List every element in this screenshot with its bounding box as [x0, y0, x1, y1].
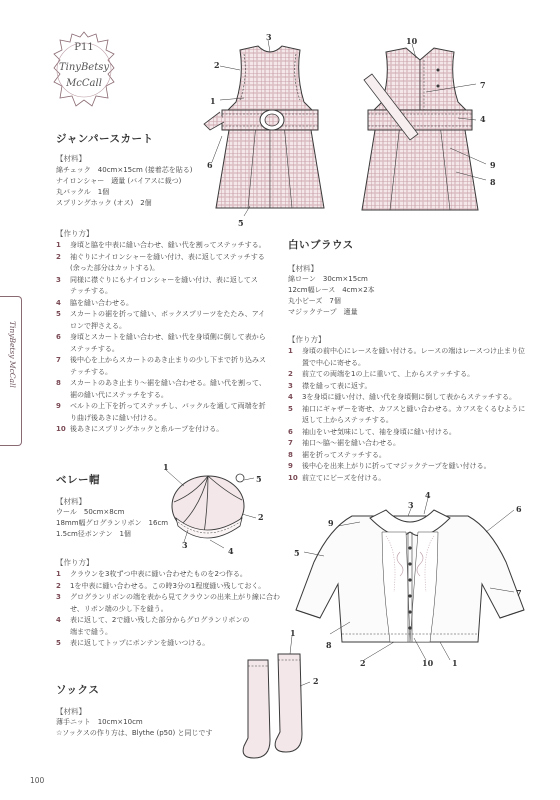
blouse-steps-label: 【作り方】	[288, 335, 326, 344]
material-line: 丸バックル 1個	[56, 188, 110, 196]
step-number: 2	[288, 370, 293, 378]
step-item	[288, 438, 528, 450]
blouse-callout-7: 7	[516, 588, 522, 598]
material-line: 薄手ニット 10cm×10cm	[56, 718, 143, 726]
blouse-callout-4: 4	[425, 490, 431, 500]
blouse-callout-5: 5	[294, 548, 300, 558]
material-line: 18mm幅グログランリボン 16cm	[56, 519, 169, 527]
side-tab	[0, 296, 22, 446]
step-item	[288, 461, 528, 473]
step-text-cont: ステッチする。	[70, 344, 119, 353]
jumper-callout-1: 1	[210, 96, 216, 106]
step-item	[56, 332, 276, 355]
step-text-cont: 端まで縫う。	[70, 627, 112, 636]
jumper-callout-3: 3	[266, 32, 272, 42]
step-text: 後あきにスプリングホックと糸ループを付ける。	[70, 425, 224, 433]
step-text: 前立ての両端を1の上に重いて、上からステッチする。	[302, 370, 475, 378]
jumper-back-callout-7: 7	[480, 80, 486, 90]
blouse-callout-1: 1	[452, 658, 458, 668]
socks-title: ソックス	[56, 684, 100, 696]
beret-steps-label: 【作り方】	[56, 558, 94, 567]
blouse-callout-6: 6	[516, 504, 522, 514]
material-line: 綿チェック 40cm×15cm (接着芯を貼る)	[56, 166, 193, 174]
blouse-steps	[288, 346, 528, 484]
step-number: 4	[56, 298, 61, 307]
page-code: P11	[74, 42, 94, 53]
step-text: 袖口〜脇〜裾を縫い合わせる。	[302, 439, 400, 447]
step-item	[288, 381, 528, 393]
material-line: 12cm幅レース 4cm×2本	[288, 286, 375, 294]
jumper-back-callout-10: 10	[406, 36, 418, 46]
jumper-back-callout-8: 8	[490, 177, 496, 187]
jumper-steps-label: 【作り方】	[56, 229, 94, 238]
step-number: 1	[56, 570, 61, 578]
beret-callout-2: 2	[258, 512, 264, 522]
step-text-cont: 裾の縫い代にステッチをする。	[70, 390, 168, 399]
step-text: クラウンを3枚ずつ中表に縫い合わせたものを2つ作る。	[70, 570, 247, 578]
step-number: 1	[288, 347, 293, 355]
step-item	[56, 592, 286, 615]
blouse-callout-10: 10	[422, 658, 434, 668]
step-number: 4	[288, 393, 293, 401]
step-text: スカートの裾を折って縫い、ボックスプリーツをたたみ、アイ	[70, 310, 266, 318]
step-number: 2	[56, 581, 61, 590]
step-text: 身頃の前中心にレースを縫い付ける。レースの端はレースつけ止まり位	[302, 347, 525, 355]
material-line: スプリングホック (オス) 2個	[56, 199, 152, 207]
step-number: 5	[288, 404, 293, 413]
step-number: 10	[56, 425, 66, 433]
step-number: 9	[56, 402, 61, 410]
model-name-line1: TinyBetsy	[58, 62, 110, 73]
step-item	[288, 392, 528, 404]
beret-title: ベレー帽	[56, 474, 100, 486]
step-item	[288, 427, 528, 439]
beret-callout-3: 3	[182, 540, 188, 550]
step-text-cont: り曲げ後あきに縫い付ける。	[70, 413, 161, 422]
step-text: 前立てにビーズを付ける。	[302, 473, 386, 482]
step-text: 同様に襟ぐりにもナイロンシャーを縫い付け、表に返してス	[70, 275, 258, 284]
step-item	[56, 378, 276, 401]
step-item	[56, 309, 276, 332]
step-item	[288, 450, 528, 462]
jumper-callout-2: 2	[214, 60, 220, 70]
step-number: 8	[56, 379, 61, 387]
step-number: 6	[288, 427, 293, 436]
step-item	[288, 369, 528, 381]
material-line: ウール 50cm×8cm	[56, 508, 125, 516]
jumper-materials	[56, 165, 193, 209]
step-item	[288, 404, 528, 427]
step-number: 2	[56, 252, 61, 261]
step-number: 9	[288, 462, 293, 470]
material-line: 綿ローン 30cm×15cm	[288, 275, 368, 283]
step-item	[56, 275, 276, 298]
beret-callout-1: 1	[163, 462, 169, 472]
step-text-cont: 返して上からステッチする。	[302, 416, 393, 424]
jumper-back-callout-4: 4	[480, 114, 486, 124]
jumper-steps	[56, 240, 276, 436]
page-number: 100	[30, 776, 45, 785]
step-number: 8	[288, 450, 293, 459]
model-name-line2: McCall	[66, 78, 102, 89]
material-line: 1.5cm径ボンテン 1個	[56, 530, 131, 538]
step-item	[56, 401, 276, 424]
beret-callout-5: 5	[256, 474, 262, 484]
blouse-callout-8: 8	[326, 640, 332, 650]
step-item	[56, 355, 276, 378]
step-text: 袖口にギャザーを寄せ、カフスと縫い合わせる。カフスをくるむように	[302, 404, 526, 413]
step-text: 脇を縫い合わせる。	[70, 298, 133, 307]
jumper-title: ジャンパースカート	[56, 133, 154, 145]
step-number: 5	[56, 310, 61, 318]
step-text-cont: テッチする。	[70, 367, 112, 376]
step-text: 袖ぐりにナイロンシャーを縫い付け、表に返してステッチする	[70, 252, 265, 261]
socks-illustration	[230, 630, 320, 766]
side-tab-label: TinyBetsy McCall	[8, 321, 17, 388]
beret-materials-label: 【材料】	[56, 497, 86, 506]
header-badge	[48, 28, 120, 112]
material-line: ☆ソックスの作り方は、Blythe (p50) と同じです	[56, 729, 213, 737]
step-item	[288, 346, 528, 369]
socks-callout-1: 1	[290, 628, 296, 638]
beret-materials	[56, 507, 168, 540]
jumper-back-callout-9: 9	[490, 160, 496, 170]
step-text-cont: せ、リボン端の少し下を縫う。	[70, 604, 168, 613]
step-item	[56, 240, 276, 252]
blouse-materials-label: 【材料】	[288, 264, 318, 273]
blouse-materials	[288, 274, 375, 318]
step-text: スカートのあき止まり〜裾を縫い合わせる。縫い代を割って、	[70, 379, 266, 387]
blouse-callout-9: 9	[328, 518, 334, 528]
step-text: 3を身頃に縫い付け、縫い代を身頃側に倒して表からステッチする。	[302, 393, 517, 401]
step-item	[288, 473, 528, 485]
beret-illustration	[160, 466, 270, 556]
socks-callout-2: 2	[313, 676, 319, 686]
material-line: 丸小ビーズ 7個	[288, 297, 341, 305]
step-text: ベルトの上下を折ってステッチし、バックルを通して両端を折	[70, 402, 266, 410]
step-number: 4	[56, 616, 61, 624]
step-text: 1を中表に縫い合わせる。この時3分の1程度縫い残しておく。	[70, 581, 266, 590]
blouse-callout-2: 2	[360, 658, 366, 668]
step-number: 5	[56, 639, 61, 647]
step-number: 1	[56, 241, 61, 249]
beret-callout-4: 4	[228, 546, 234, 556]
step-item	[56, 569, 286, 581]
step-number: 6	[56, 333, 61, 341]
socks-materials	[56, 717, 213, 739]
jumper-materials-label: 【材料】	[56, 154, 86, 163]
step-number: 3	[56, 593, 61, 601]
step-text-cont: ロンで押さえる。	[70, 321, 126, 330]
jumper-front-illustration	[200, 36, 340, 226]
step-item	[56, 581, 286, 593]
jumper-callout-5: 5	[238, 218, 244, 228]
step-number: 7	[288, 439, 293, 447]
step-number: 10	[288, 473, 298, 482]
step-text-cont: 置で中心に寄せる。	[302, 358, 365, 367]
step-text-cont: テッチする。	[70, 287, 112, 295]
step-text: 後中心を上からスカートのあき止まりの少し下まで折り込みス	[70, 356, 266, 364]
step-text: 表に返してトップにボンテンを縫いつける。	[70, 639, 210, 647]
jumper-callout-6: 6	[207, 160, 213, 170]
step-item	[56, 424, 276, 436]
step-item	[56, 298, 276, 310]
step-text: 身頃とスカートを縫い合わせ、縫い代を身頃側に倒して表から	[70, 333, 266, 341]
step-text: グログランリボンの端を表から見てクラウンの出来上がり線に合わ	[70, 593, 280, 601]
socks-materials-label: 【材料】	[56, 707, 86, 716]
step-number: 3	[288, 381, 293, 390]
step-item	[56, 252, 276, 275]
step-text: 袖山をいせ気味にして、袖を身頃に縫い付ける。	[302, 427, 456, 436]
blouse-title: 白いブラウス	[288, 239, 354, 251]
step-text: 表に返して、2で縫い残した部分からグログランリボンの	[70, 616, 250, 624]
step-text: 襟を縫って表に返す。	[302, 381, 372, 390]
material-line: ナイロンシャー 適量 (バイアスに裁つ)	[56, 177, 182, 185]
step-text-cont: (余った部分はカットする)。	[70, 264, 160, 272]
step-number: 7	[56, 356, 61, 364]
step-text: 後中心を出来上がりに折ってマジックテープを縫い付ける。	[302, 462, 491, 470]
step-text: 裾を折ってステッチする。	[302, 450, 386, 459]
jumper-back-illustration	[350, 40, 490, 230]
material-line: マジックテープ 適量	[288, 308, 358, 316]
step-number: 3	[56, 275, 61, 284]
blouse-callout-3: 3	[408, 500, 414, 510]
step-text: 身頃と脇を中表に縫い合わせ、縫い代を割ってステッチする。	[70, 241, 266, 249]
